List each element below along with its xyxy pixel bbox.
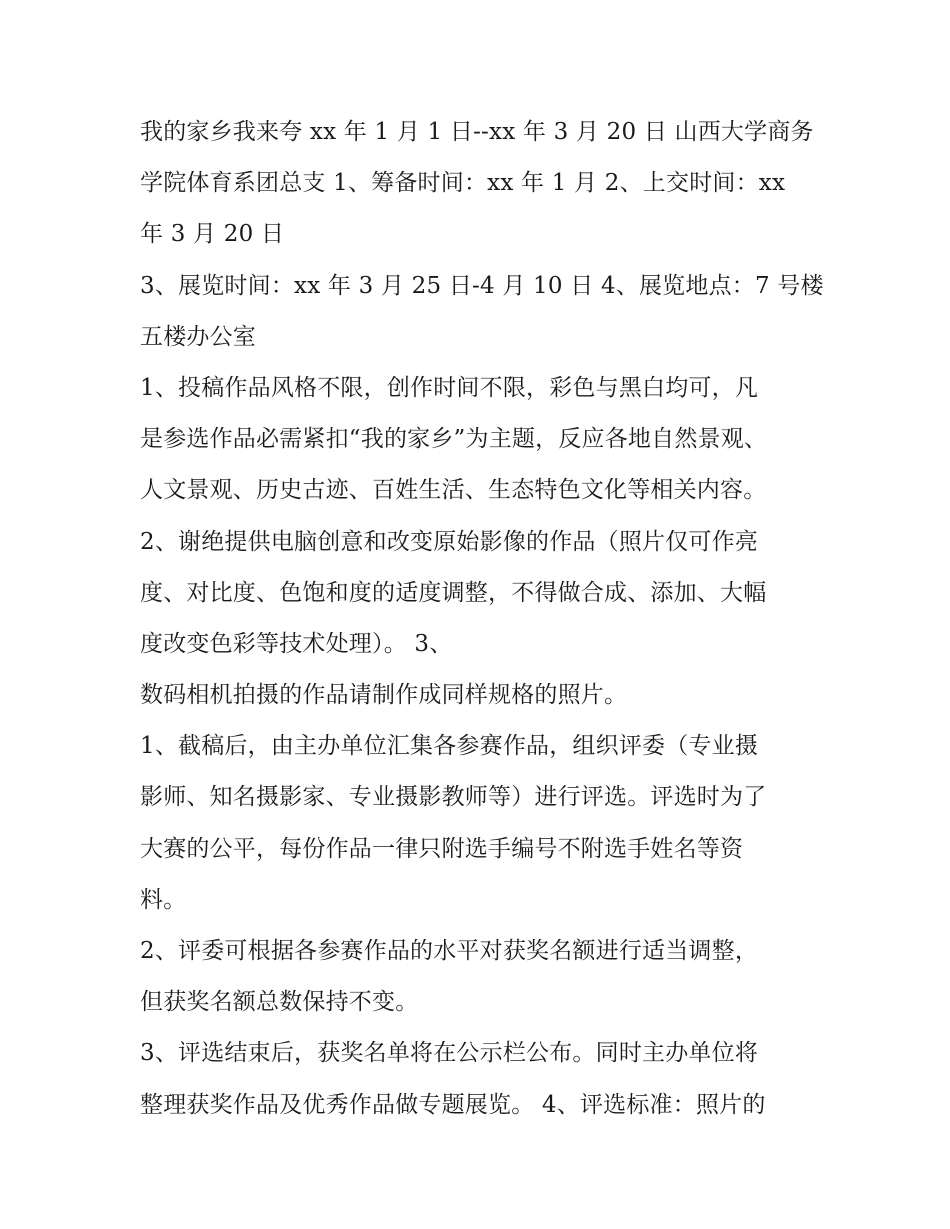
text-line-9: 2、谢绝提供电脑创意和改变原始影像的作品（照片仅可作亮	[140, 528, 759, 555]
text-line-12: 数码相机拍摄的作品请制作成同样规格的照片。	[140, 682, 628, 709]
text-line-11: 度改变色彩等技术处理）。 3、	[140, 630, 453, 657]
text-line-19: 3、评选结束后，获奖名单将在公示栏公布。同时主办单位将	[140, 1040, 759, 1067]
text-line-10: 度、对比度、色饱和度的适度调整，不得做合成、添加、大幅	[140, 579, 767, 606]
document-body	[140, 107, 824, 1131]
text-line-1: 我的家乡我来夸 xx 年 1 月 1 日--xx 年 3 月 20 日 山西大学商务	[140, 119, 814, 145]
text-line-18: 但获奖名额总数保持不变。	[140, 989, 419, 1016]
text-line-14: 影师、知名摄影家、专业摄影教师等）进行评选。评选时为了	[140, 784, 767, 811]
text-line-4: 3、展览时间：xx 年 3 月 25 日-4 月 10 日 4、展览地点：7 号楼	[140, 272, 824, 299]
text-line-8: 人文景观、历史古迹、百姓生活、生态特色文化等相关内容。	[140, 477, 767, 504]
text-line-5: 五楼办公室	[140, 323, 256, 350]
text-line-2: 学院体育系团总支 1、筹备时间：xx 年 1 月 2、上交时间：xx	[140, 170, 786, 197]
text-line-7: 是参选作品必需紧扣“我的家乡”为主题，反应各地自然景观、	[140, 426, 768, 453]
text-line-16: 料。	[140, 886, 187, 913]
text-line-13: 1、截稿后，由主办单位汇集各参赛作品，组织评委（专业摄	[140, 733, 759, 760]
text-line-17: 2、评委可根据各参赛作品的水平对获奖名额进行适当调整，	[140, 938, 759, 964]
text-line-6: 1、投稿作品风格不限，创作时间不限，彩色与黑白均可，凡	[140, 374, 759, 401]
text-line-3: 年 3 月 20 日	[140, 221, 285, 248]
text-line-20: 整理获奖作品及优秀作品做专题展览。 4、评选标准：照片的	[140, 1091, 766, 1118]
text-line-15: 大赛的公平，每份作品一律只附选手编号不附选手姓名等资	[140, 835, 744, 862]
